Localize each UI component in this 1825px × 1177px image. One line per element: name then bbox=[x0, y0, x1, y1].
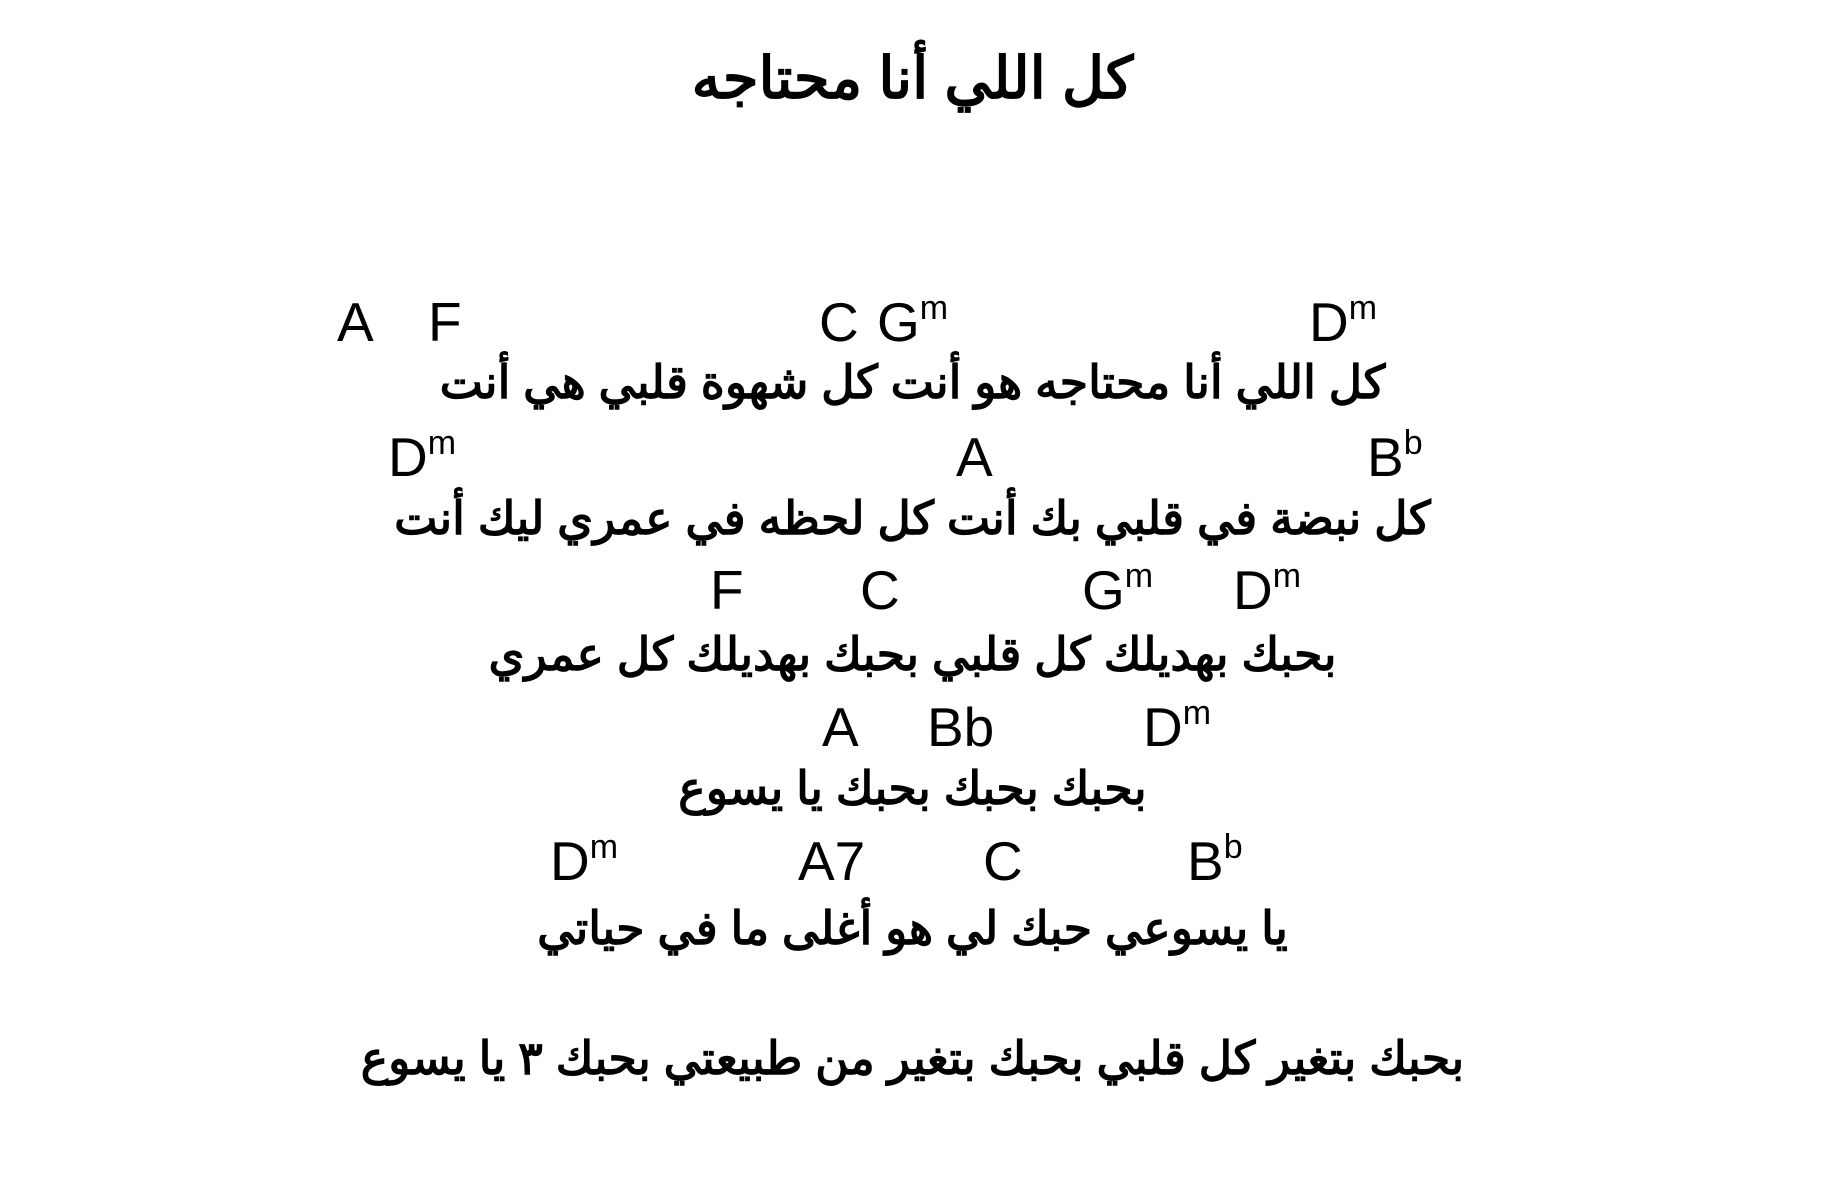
chord: $D^m$ bbox=[1309, 289, 1378, 353]
lyric-line: بحبك بهديلك كل قلبي بحبك بهديلك كل عمري bbox=[488, 628, 1337, 680]
lyric-line: كل نبضة في قلبي بك أنت كل لحظه في عمري ليك أنت bbox=[394, 492, 1431, 544]
chord: C bbox=[819, 291, 859, 353]
chord: A bbox=[956, 426, 993, 488]
lyric-line: كل اللي أنا محتاجه هو أنت كل شهوة قلبي هي أنت bbox=[439, 356, 1386, 408]
chord: $D^m$ bbox=[1143, 694, 1212, 758]
chord: $B^b$ bbox=[1367, 424, 1423, 488]
chord: F bbox=[428, 291, 462, 353]
chord: $D^m$ bbox=[550, 828, 619, 892]
lyric-line: يا يسوعي حبك لي هو أغلى ما في حياتي bbox=[537, 902, 1288, 954]
lyric-line: بحبك بحبك بحبك يا يسوع bbox=[678, 762, 1147, 814]
chord: $D^m$ bbox=[388, 424, 457, 488]
chord: $G^m$ bbox=[877, 289, 949, 353]
chord: A7 bbox=[798, 830, 866, 892]
chord: C bbox=[983, 830, 1023, 892]
refrain-line: بحبك بتغير كل قلبي بحبك بتغير من طبيعتي بحبك ٣ يا يسوع bbox=[360, 1032, 1465, 1084]
chord: C bbox=[860, 559, 900, 621]
chord: $D^m$ bbox=[1233, 557, 1302, 621]
chord: F bbox=[710, 559, 744, 621]
chord: A bbox=[822, 696, 859, 758]
chord: $B^b$ bbox=[1187, 828, 1243, 892]
chord: A bbox=[337, 291, 374, 353]
chord: Bb bbox=[927, 696, 995, 758]
chord: $G^m$ bbox=[1082, 557, 1154, 621]
song-title: كل اللي أنا محتاجه bbox=[691, 46, 1134, 111]
